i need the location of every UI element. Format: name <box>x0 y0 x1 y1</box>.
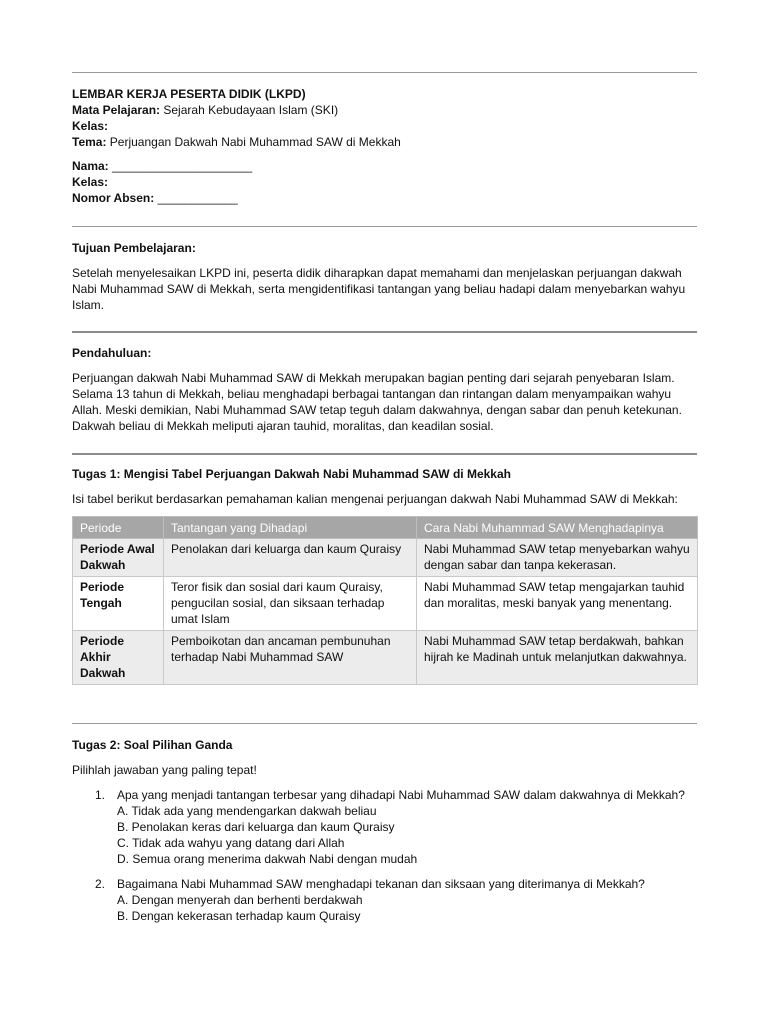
task2-instruction: Pilihlah jawaban yang paling tepat! <box>72 763 257 777</box>
table-row <box>73 539 698 577</box>
challenge-cell: Pemboikotan dan ancaman pembunuhan terhadap Nabi Muhammad SAW <box>164 631 417 685</box>
question-number: 2. <box>95 877 106 891</box>
question-item <box>72 876 697 924</box>
absen-field[interactable]: Nomor Absen: ____________ <box>72 191 238 205</box>
intro-text: Perjuangan dakwah Nabi Muhammad SAW di Mekkah merupakan bagian penting dari sejarah penyebaran Islam. Selama 13 tahun di Mekkah, beliau menghadapi berbagai tantangan dan rintangan dalam menyampaikan wahyu Allah. Meski demikian, Nabi Muhammad SAW tetap teguh dalam dakwahnya, dengan sabar dan penuh ketekunan. Dakwah beliau di Mekkah meliputi ajaran tauhid, moralitas, dan keadilan sosial. <box>72 371 682 433</box>
theme-line: Tema: Perjuangan Dakwah Nabi Muhammad SAW di Mekkah <box>72 135 401 149</box>
challenge-cell: Penolakan dari keluarga dan kaum Quraisy <box>164 539 417 577</box>
col-header-response: Cara Nabi Muhammad SAW Menghadapinya <box>417 517 698 539</box>
period-cell: Periode Akhir Dakwah <box>73 631 164 685</box>
table-header-row <box>73 517 698 539</box>
subject-line: Mata Pelajaran: Sejarah Kebudayaan Islam (SKI) <box>72 103 339 117</box>
table-row <box>73 631 698 685</box>
answer-option[interactable]: B. Dengan kekerasan terhadap kaum Quraisy <box>117 909 361 923</box>
divider-task1 <box>72 453 697 455</box>
answer-option[interactable]: A. Tidak ada yang mendengarkan dakwah beliau <box>117 804 377 818</box>
goal-section <box>72 240 697 313</box>
period-cell: Periode Awal Dakwah <box>73 539 164 577</box>
question-item <box>72 787 697 867</box>
student-class-field[interactable]: Kelas: <box>72 175 109 189</box>
question-text: Bagaimana Nabi Muhammad SAW menghadapi tekanan dan siksaan yang diterimanya di Mekkah? <box>117 877 645 891</box>
intro-section <box>72 345 697 434</box>
period-cell: Periode Tengah <box>73 577 164 631</box>
divider-intro <box>72 331 697 333</box>
name-field[interactable]: Nama: _____________________ <box>72 159 253 173</box>
divider-goal <box>72 226 697 227</box>
task1-heading: Tugas 1: Mengisi Tabel Perjuangan Dakwah Nabi Muhammad SAW di Mekkah <box>72 467 511 481</box>
task2-section <box>72 737 697 924</box>
col-header-challenge: Tantangan yang Dihadapi <box>164 517 417 539</box>
task2-heading: Tugas 2: Soal Pilihan Ganda <box>72 738 233 752</box>
struggle-table <box>72 516 698 685</box>
response-cell: Nabi Muhammad SAW tetap berdakwah, bahkan hijrah ke Madinah untuk melanjutkan dakwahnya. <box>417 631 698 685</box>
response-cell: Nabi Muhammad SAW tetap menyebarkan wahyu dengan sabar dan tanpa kekerasan. <box>417 539 698 577</box>
question-number: 1. <box>95 788 106 802</box>
task1-instruction: Isi tabel berikut berdasarkan pemahaman kalian mengenai perjuangan dakwah Nabi Muhammad SAW di Mekkah: <box>72 492 678 506</box>
response-cell: Nabi Muhammad SAW tetap mengajarkan tauhid dan moralitas, meski banyak yang menentang. <box>417 577 698 631</box>
worksheet-title: LEMBAR KERJA PESERTA DIDIK (LKPD) <box>72 87 306 101</box>
answer-option[interactable]: C. Tidak ada wahyu yang datang dari Allah <box>117 836 345 850</box>
answer-option[interactable]: D. Semua orang menerima dakwah Nabi dengan mudah <box>117 852 418 866</box>
answer-option[interactable]: B. Penolakan keras dari keluarga dan kaum Quraisy <box>117 820 395 834</box>
task1-section <box>72 466 697 685</box>
goal-heading: Tujuan Pembelajaran: <box>72 241 196 255</box>
question-text: Apa yang menjadi tantangan terbesar yang dihadapi Nabi Muhammad SAW dalam dakwahnya di Mekkah? <box>117 788 685 802</box>
header-block <box>72 86 697 150</box>
top-divider <box>72 72 697 73</box>
question-list <box>72 787 697 924</box>
table-row <box>73 577 698 631</box>
divider-task2 <box>72 723 697 724</box>
col-header-period: Periode <box>73 517 164 539</box>
challenge-cell: Teror fisik dan sosial dari kaum Quraisy, pengucilan sosial, dan siksaan terhadap umat Islam <box>164 577 417 631</box>
class-line: Kelas: <box>72 119 109 133</box>
goal-text: Setelah menyelesaikan LKPD ini, peserta didik diharapkan dapat memahami dan menjelaskan perjuangan dakwah Nabi Muhammad SAW di Mekkah, serta mengidentifikasi tantangan yang beliau hadapi dalam menyebarkan wahyu Islam. <box>72 266 686 312</box>
student-info <box>72 158 697 206</box>
intro-heading: Pendahuluan: <box>72 346 152 360</box>
answer-option[interactable]: A. Dengan menyerah dan berhenti berdakwah <box>117 893 363 907</box>
